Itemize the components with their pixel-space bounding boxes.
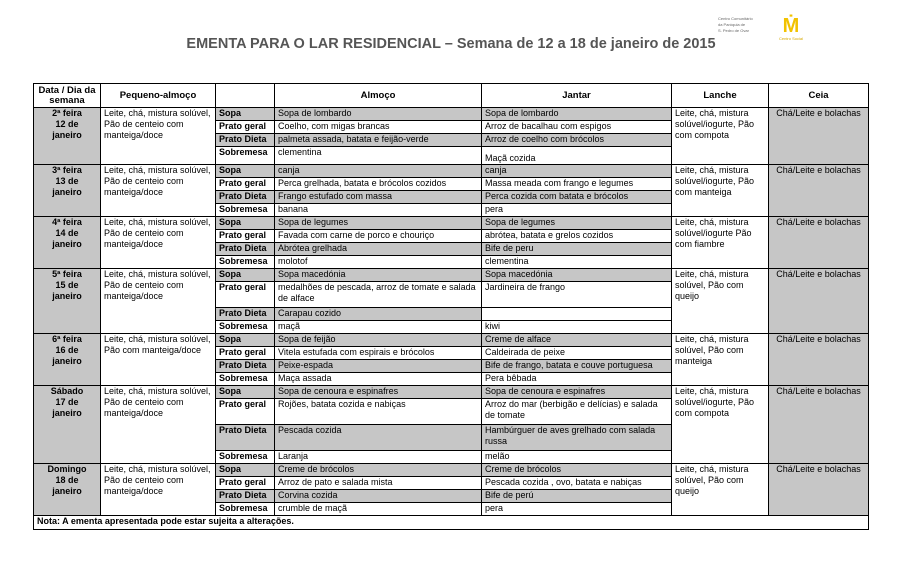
dinner-dessert: pera bbox=[482, 503, 672, 516]
dinner-diet: Perca cozida com batata e brócolos bbox=[482, 191, 672, 204]
breakfast-cell: Leite, chá, mistura solúvel, Pão de centeio com manteiga/doce bbox=[101, 269, 216, 334]
breakfast-cell: Leite, chá, mistura solúvel, Pão de centeio com manteiga/doce bbox=[101, 217, 216, 269]
lunch-soup: canja bbox=[275, 165, 482, 178]
supper-cell: Chá/Leite e bolachas bbox=[769, 165, 869, 217]
org-line: S. Pedro de Ovar bbox=[718, 28, 749, 33]
lunch-main: Perca grelhada, batata e brócolos cozidos bbox=[275, 178, 482, 191]
dinner-diet: Hambúrguer de aves grelhado com salada russa bbox=[482, 425, 672, 451]
lunch-soup: Sopa de feijão bbox=[275, 334, 482, 347]
lunch-diet: Peixe-espada bbox=[275, 360, 482, 373]
dinner-dessert: Maçã cozida bbox=[482, 147, 672, 165]
dessert-label: Sobremesa bbox=[216, 321, 275, 334]
dinner-soup: Sopa de lombardo bbox=[482, 108, 672, 121]
org-line: da Paróquia de bbox=[718, 22, 746, 27]
dinner-soup: Sopa macedónia bbox=[482, 269, 672, 282]
supper-cell: Chá/Leite e bolachas bbox=[769, 334, 869, 386]
dinner-diet: Bife de perú bbox=[482, 490, 672, 503]
breakfast-cell: Leite, chá, mistura solúvel, Pão de centeio com manteiga/doce bbox=[101, 464, 216, 516]
day-cell: 6ª feira 16 de janeiro bbox=[34, 334, 101, 386]
lunch-dessert: molotof bbox=[275, 256, 482, 269]
lunch-dessert: clementina bbox=[275, 147, 482, 165]
header-snack: Lanche bbox=[672, 84, 769, 108]
lunch-main: Coelho, com migas brancas bbox=[275, 121, 482, 134]
dessert-label: Sobremesa bbox=[216, 503, 275, 516]
lunch-main: Favada com carne de porco e chouriço bbox=[275, 230, 482, 243]
lunch-dessert: banana bbox=[275, 204, 482, 217]
lunch-diet: Carapau cozido bbox=[275, 308, 482, 321]
supper-cell: Chá/Leite e bolachas bbox=[769, 108, 869, 165]
lunch-dessert: crumble de maçã bbox=[275, 503, 482, 516]
lunch-main: Arroz de pato e salada mista bbox=[275, 477, 482, 490]
logo-text: Centro Social bbox=[778, 36, 804, 41]
lunch-diet: Pescada cozida bbox=[275, 425, 482, 451]
breakfast-cell: Leite, chá, mistura solúvel, Pão com manteiga/doce bbox=[101, 334, 216, 386]
dessert-label: Sobremesa bbox=[216, 147, 275, 165]
day-cell: 3ª feira 13 de janeiro bbox=[34, 165, 101, 217]
dinner-dessert: clementina bbox=[482, 256, 672, 269]
lunch-dessert: Laranja bbox=[275, 451, 482, 464]
diet-label: Prato Dieta bbox=[216, 425, 275, 451]
dinner-main: abrótea, batata e grelos cozidos bbox=[482, 230, 672, 243]
diet-label: Prato Dieta bbox=[216, 191, 275, 204]
header-supper: Ceia bbox=[769, 84, 869, 108]
diet-label: Prato Dieta bbox=[216, 243, 275, 256]
snack-cell: Leite, chá, mistura solúvel, Pão com queijo bbox=[672, 269, 769, 334]
day-cell: Sábado 17 de janeiro bbox=[34, 386, 101, 464]
snack-cell: Leite, chá, mistura solúvel, Pão com queijo bbox=[672, 464, 769, 516]
lunch-soup: Sopa de legumes bbox=[275, 217, 482, 230]
dessert-label: Sobremesa bbox=[216, 256, 275, 269]
supper-cell: Chá/Leite e bolachas bbox=[769, 464, 869, 516]
dinner-main: Jardineira de frango bbox=[482, 282, 672, 308]
soup-label: Sopa bbox=[216, 269, 275, 282]
supper-cell: Chá/Leite e bolachas bbox=[769, 386, 869, 464]
main-label: Prato geral bbox=[216, 178, 275, 191]
snack-cell: Leite, chá, mistura solúvel/iogurte Pão com fiambre bbox=[672, 217, 769, 269]
soup-label: Sopa bbox=[216, 334, 275, 347]
main-label: Prato geral bbox=[216, 282, 275, 308]
lunch-diet: Abrótea grelhada bbox=[275, 243, 482, 256]
header-day: Data / Dia da semana bbox=[34, 84, 101, 108]
breakfast-cell: Leite, chá, mistura solúvel, Pão de centeio com manteiga/doce bbox=[101, 165, 216, 217]
dinner-soup: Creme de alface bbox=[482, 334, 672, 347]
dinner-dessert: pera bbox=[482, 204, 672, 217]
organization-name bbox=[718, 16, 753, 34]
header-breakfast: Pequeno-almoço bbox=[101, 84, 216, 108]
breakfast-cell: Leite, chá, mistura solúvel, Pão de centeio com manteiga/doce bbox=[101, 386, 216, 464]
main-label: Prato geral bbox=[216, 399, 275, 425]
lunch-dessert: Maça assada bbox=[275, 373, 482, 386]
header-lunch: Almoço bbox=[275, 84, 482, 108]
dinner-diet: Arroz de coelho com brócolos bbox=[482, 134, 672, 147]
lunch-soup: Creme de brócolos bbox=[275, 464, 482, 477]
dinner-diet: Bife de peru bbox=[482, 243, 672, 256]
soup-label: Sopa bbox=[216, 165, 275, 178]
lunch-soup: Sopa macedónia bbox=[275, 269, 482, 282]
header-dinner: Jantar bbox=[482, 84, 672, 108]
dinner-soup: Creme de brócolos bbox=[482, 464, 672, 477]
snack-cell: Leite, chá, mistura solúvel, Pão com manteiga bbox=[672, 334, 769, 386]
snack-cell: Leite, chá, mistura solúvel/iogurte, Pão com compota bbox=[672, 108, 769, 165]
main-label: Prato geral bbox=[216, 477, 275, 490]
dinner-soup: Sopa de cenoura e espinafres bbox=[482, 386, 672, 399]
org-line: Centro Comunitário bbox=[718, 16, 753, 21]
lunch-dessert: maçã bbox=[275, 321, 482, 334]
lunch-main: Rojões, batata cozida e nabiças bbox=[275, 399, 482, 425]
soup-label: Sopa bbox=[216, 464, 275, 477]
logo-letters: Ṁ bbox=[782, 15, 800, 37]
menu-table bbox=[33, 83, 869, 530]
main-label: Prato geral bbox=[216, 230, 275, 243]
main-label: Prato geral bbox=[216, 121, 275, 134]
lunch-soup: Sopa de lombardo bbox=[275, 108, 482, 121]
menu-note: Nota: A ementa apresentada pode estar sujeita a alterações. bbox=[34, 516, 869, 530]
main-label: Prato geral bbox=[216, 347, 275, 360]
diet-label: Prato Dieta bbox=[216, 308, 275, 321]
dinner-dessert: Pera bêbada bbox=[482, 373, 672, 386]
dinner-soup: canja bbox=[482, 165, 672, 178]
diet-label: Prato Dieta bbox=[216, 134, 275, 147]
diet-label: Prato Dieta bbox=[216, 490, 275, 503]
day-cell: 5ª feira 15 de janeiro bbox=[34, 269, 101, 334]
breakfast-cell: Leite, chá, mistura solúvel, Pão de centeio com manteiga/doce bbox=[101, 108, 216, 165]
soup-label: Sopa bbox=[216, 386, 275, 399]
snack-cell: Leite, chá, mistura solúvel/iogurte, Pão com manteiga bbox=[672, 165, 769, 217]
dinner-soup: Sopa de legumes bbox=[482, 217, 672, 230]
dinner-main: Arroz do mar (berbigão e delícias) e salada de tomate bbox=[482, 399, 672, 425]
day-cell: Domingo 18 de janeiro bbox=[34, 464, 101, 516]
dinner-dessert: melão bbox=[482, 451, 672, 464]
dinner-diet bbox=[482, 308, 672, 321]
soup-label: Sopa bbox=[216, 108, 275, 121]
header-blank bbox=[216, 84, 275, 108]
dinner-main: Massa meada com frango e legumes bbox=[482, 178, 672, 191]
lunch-main: medalhões de pescada, arroz de tomate e salada de alface bbox=[275, 282, 482, 308]
page-title: EMENTA PARA O LAR RESIDENCIAL – Semana de 12 a 18 de janeiro de 2015 bbox=[186, 36, 716, 52]
supper-cell: Chá/Leite e bolachas bbox=[769, 217, 869, 269]
dinner-dessert: kiwi bbox=[482, 321, 672, 334]
soup-label: Sopa bbox=[216, 217, 275, 230]
dessert-label: Sobremesa bbox=[216, 204, 275, 217]
dinner-diet: Bife de frango, batata e couve portuguesa bbox=[482, 360, 672, 373]
dessert-label: Sobremesa bbox=[216, 451, 275, 464]
dinner-main: Pescada cozida , ovo, batata e nabiças bbox=[482, 477, 672, 490]
day-cell: 2ª feira 12 de janeiro bbox=[34, 108, 101, 165]
supper-cell: Chá/Leite e bolachas bbox=[769, 269, 869, 334]
dinner-main: Caldeirada de peixe bbox=[482, 347, 672, 360]
day-cell: 4ª feira 14 de janeiro bbox=[34, 217, 101, 269]
snack-cell: Leite, chá, mistura solúvel/iogurte, Pão com compota bbox=[672, 386, 769, 464]
dessert-label: Sobremesa bbox=[216, 373, 275, 386]
dinner-main: Arroz de bacalhau com espigos bbox=[482, 121, 672, 134]
diet-label: Prato Dieta bbox=[216, 360, 275, 373]
lunch-soup: Sopa de cenoura e espinafres bbox=[275, 386, 482, 399]
lunch-main: Vitela estufada com espirais e brócolos bbox=[275, 347, 482, 360]
lunch-diet: Frango estufado com massa bbox=[275, 191, 482, 204]
lunch-diet: palmeta assada, batata e feijão-verde bbox=[275, 134, 482, 147]
lunch-diet: Corvina cozida bbox=[275, 490, 482, 503]
